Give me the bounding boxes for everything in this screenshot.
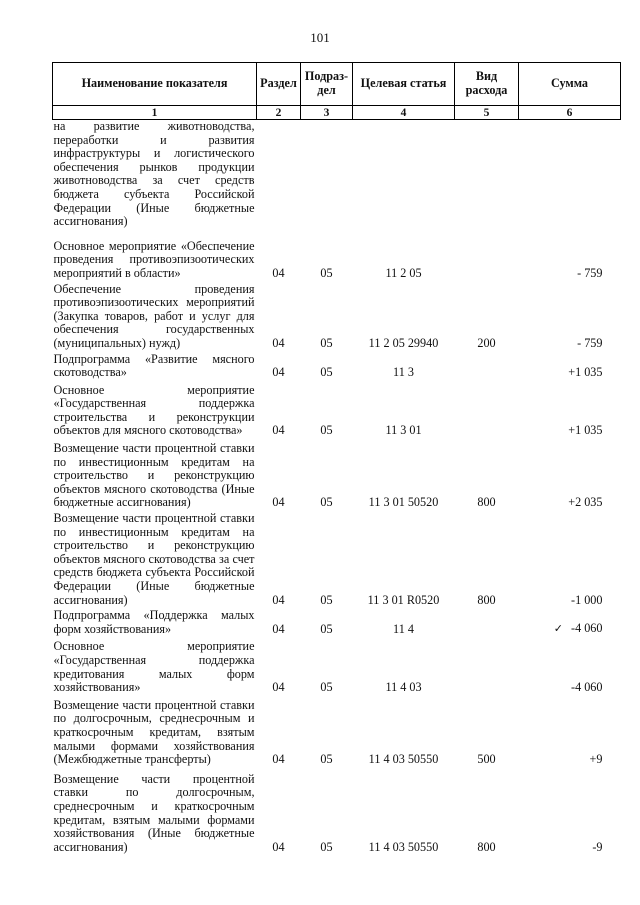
- row-name-line: животноводства за счет средств: [53, 173, 255, 188]
- row-name-line: (муниципальных) нужд): [53, 335, 181, 350]
- table-row: [53, 380, 621, 438]
- row-sum: [519, 380, 621, 438]
- row-name-line: ассигнования): [53, 592, 128, 607]
- row-name-line: Обеспечение проведения: [53, 281, 255, 296]
- budget-table: [52, 62, 621, 854]
- row-name-line: объектов мясного скотоводства за счет: [53, 551, 255, 566]
- row-section: 04: [272, 752, 285, 767]
- row-subsection: [301, 120, 353, 229]
- row-expense-type: [455, 380, 519, 438]
- col-number: 3: [301, 106, 353, 120]
- row-subsection: 05: [320, 335, 333, 350]
- header-target-article: Целевая статья: [353, 63, 455, 106]
- row-sum: [519, 607, 621, 636]
- row-name-line: ассигнования): [53, 214, 128, 229]
- col-number: 2: [257, 106, 301, 120]
- col-number: 6: [519, 106, 621, 120]
- row-section: 04: [272, 621, 285, 636]
- row-name-line: малыми формами хозяйствования: [53, 738, 255, 753]
- row-sum-value: -9: [592, 839, 603, 854]
- table-row: [53, 120, 621, 229]
- row-name: [53, 767, 257, 855]
- row-target-article: 11 3 01 50520: [368, 495, 439, 510]
- row-target-article: 11 4 03 50550: [368, 839, 439, 854]
- row-sum: [519, 120, 621, 229]
- row-sum-value: +1 035: [568, 365, 603, 380]
- row-name-line: инфраструктуры и логистического: [53, 146, 255, 161]
- row-name: [53, 510, 257, 607]
- row-subsection: 05: [320, 680, 333, 695]
- row-subsection: 05: [320, 365, 333, 380]
- table-row: [53, 767, 621, 855]
- col-number: 5: [455, 106, 519, 120]
- row-name-line: на развитие животноводства,: [53, 119, 255, 133]
- table-body: [53, 120, 621, 855]
- row-sum: [519, 636, 621, 694]
- row-name-line: Федерации (Иные бюджетные: [53, 200, 255, 215]
- table-row: [53, 229, 621, 281]
- row-name: [53, 229, 257, 281]
- row-subsection: 05: [320, 621, 333, 636]
- row-name-line: по инвестиционным кредитам на: [53, 454, 255, 469]
- row-section: 04: [272, 335, 285, 350]
- row-sum-value: - 759: [577, 265, 603, 280]
- row-name-line: Возмещение части процентной ставки: [53, 697, 255, 712]
- row-name: [53, 351, 257, 380]
- row-expense-type: 200: [477, 335, 496, 350]
- row-name-line: бюджетные ассигнования): [53, 495, 191, 510]
- row-name-line: строительство и реконструкцию: [53, 468, 255, 483]
- row-name: [53, 120, 257, 229]
- row-name-line: краткосрочным кредитам, взятым: [53, 724, 255, 739]
- row-sum: [519, 229, 621, 281]
- row-name-line: мероприятий в области»: [53, 265, 181, 280]
- row-subsection: 05: [320, 839, 333, 854]
- row-name-line: «Государственная поддержка: [53, 396, 255, 411]
- row-sum: [519, 510, 621, 607]
- row-name-line: Основное мероприятие: [53, 639, 255, 654]
- row-sum-value: - 759: [577, 335, 603, 350]
- row-name-line: Основное мероприятие «Обеспечение: [53, 238, 255, 253]
- row-name: [53, 636, 257, 694]
- header-name: Наименование показателя: [53, 63, 257, 106]
- table-row: [53, 510, 621, 607]
- row-name-line: ставки по долгосрочным,: [53, 785, 255, 800]
- row-sum-value: +2 035: [568, 495, 603, 510]
- row-name-line: переработки и развития: [53, 132, 255, 147]
- row-name-line: Возмещение части процентной ставки: [53, 441, 255, 456]
- row-section: 04: [272, 365, 285, 380]
- row-expense-type: [455, 229, 519, 281]
- row-target-article: 11 2 05 29940: [368, 335, 439, 350]
- row-section: 04: [272, 680, 285, 695]
- row-name-line: кредитам, взятым малыми формами: [53, 812, 255, 827]
- row-target-article: 11 4: [393, 621, 414, 636]
- header-section: Раздел: [257, 63, 301, 106]
- row-target-article: [353, 120, 455, 229]
- row-sum-value: -4 060: [571, 620, 603, 635]
- row-name-line: бюджета субъекта Российской: [53, 186, 255, 201]
- row-section: [257, 120, 301, 229]
- row-name-line: Подпрограмма «Поддержка малых: [53, 608, 255, 623]
- row-subsection: 05: [320, 265, 333, 280]
- row-name-line: ассигнования): [53, 839, 128, 854]
- row-name-line: строительства и реконструкции: [53, 409, 255, 424]
- row-name-line: хозяйствования»: [53, 680, 141, 695]
- row-name-line: Основное мероприятие: [53, 382, 255, 397]
- row-expense-type: [455, 351, 519, 380]
- row-sum: [519, 281, 621, 351]
- row-name-line: обеспечения рынков продукции: [53, 159, 255, 174]
- row-name-line: форм хозяйствования»: [53, 621, 172, 636]
- row-name-line: Подпрограмма «Развитие мясного: [53, 351, 255, 366]
- table-header-row: [53, 63, 621, 106]
- row-sum: [519, 351, 621, 380]
- row-section: 04: [272, 592, 285, 607]
- row-name-line: объектов для мясного скотоводства»: [53, 423, 243, 438]
- row-name-line: (Межбюджетные трансферты): [53, 752, 211, 767]
- row-name-line: строительство и реконструкцию: [53, 538, 255, 553]
- header-subsection: Подраз-дел: [301, 63, 353, 106]
- row-expense-type: 800: [477, 495, 496, 510]
- row-target-article: 11 3: [393, 365, 414, 380]
- table-row: [53, 607, 621, 636]
- row-expense-type: [455, 607, 519, 636]
- row-target-article: 11 3 01: [385, 423, 422, 438]
- table-row: [53, 636, 621, 694]
- row-name-line: по инвестиционным кредитам на: [53, 524, 255, 539]
- row-sum: [519, 438, 621, 510]
- row-sum-value: -4 060: [571, 680, 603, 695]
- row-expense-type: 800: [477, 592, 496, 607]
- row-target-article: 11 4 03 50550: [368, 752, 439, 767]
- row-name-line: Федерации (Иные бюджетные: [53, 579, 255, 593]
- row-name-line: Возмещение части процентной ставки: [53, 511, 255, 526]
- row-section: 04: [272, 265, 285, 280]
- checkmark-icon: ✓: [553, 622, 564, 635]
- row-name: [53, 438, 257, 510]
- row-name-line: противоэпизоотических мероприятий: [53, 295, 255, 310]
- row-section: 04: [272, 495, 285, 510]
- row-name-line: обеспечения государственных: [53, 322, 255, 337]
- col-number: 4: [353, 106, 455, 120]
- row-sum-value: +9: [589, 752, 603, 767]
- row-name-line: «Государственная поддержка: [53, 652, 255, 667]
- row-subsection: 05: [320, 495, 333, 510]
- row-name-line: кредитования малых форм: [53, 666, 255, 681]
- row-name-line: средств бюджета субъекта Российской: [53, 565, 255, 580]
- row-expense-type: [455, 636, 519, 694]
- row-name-line: по долгосрочным, среднесрочным и: [53, 711, 255, 726]
- row-name-line: среднесрочным и краткосрочным: [53, 798, 255, 813]
- row-name: [53, 380, 257, 438]
- row-section: 04: [272, 423, 285, 438]
- row-name-line: (Закупка товаров, работ и услуг для: [53, 308, 255, 323]
- row-subsection: 05: [320, 592, 333, 607]
- row-expense-type: 500: [477, 752, 496, 767]
- row-subsection: 05: [320, 752, 333, 767]
- row-sum: [519, 767, 621, 855]
- row-expense-type: 800: [477, 839, 496, 854]
- row-name: [53, 281, 257, 351]
- row-section: 04: [272, 839, 285, 854]
- row-name-line: Возмещение части процентной: [53, 771, 255, 786]
- table-row: [53, 281, 621, 351]
- table-row: [53, 351, 621, 380]
- table-row: [53, 438, 621, 510]
- row-name: [53, 607, 257, 636]
- row-sum-value: -1 000: [571, 592, 603, 607]
- row-name-line: объектов мясного скотоводства (Иные: [53, 481, 255, 496]
- row-name-line: хозяйствования (Иные бюджетные: [53, 826, 255, 841]
- column-number-row: [53, 106, 621, 120]
- row-sum: [519, 695, 621, 767]
- header-expense-type: Вид расхода: [455, 63, 519, 106]
- row-subsection: 05: [320, 423, 333, 438]
- header-sum: Сумма: [519, 63, 621, 106]
- row-name-line: проведения противоэпизоотических: [53, 252, 255, 267]
- row-target-article: 11 3 01 R0520: [367, 592, 440, 607]
- row-name: [53, 695, 257, 767]
- table-row: [53, 695, 621, 767]
- col-number: 1: [53, 106, 257, 120]
- row-name-line: скотоводства»: [53, 365, 127, 380]
- row-target-article: 11 2 05: [385, 265, 422, 280]
- row-expense-type: [455, 120, 519, 229]
- page-number: 101: [310, 30, 330, 45]
- row-target-article: 11 4 03: [385, 680, 422, 695]
- row-sum-value: +1 035: [568, 423, 603, 438]
